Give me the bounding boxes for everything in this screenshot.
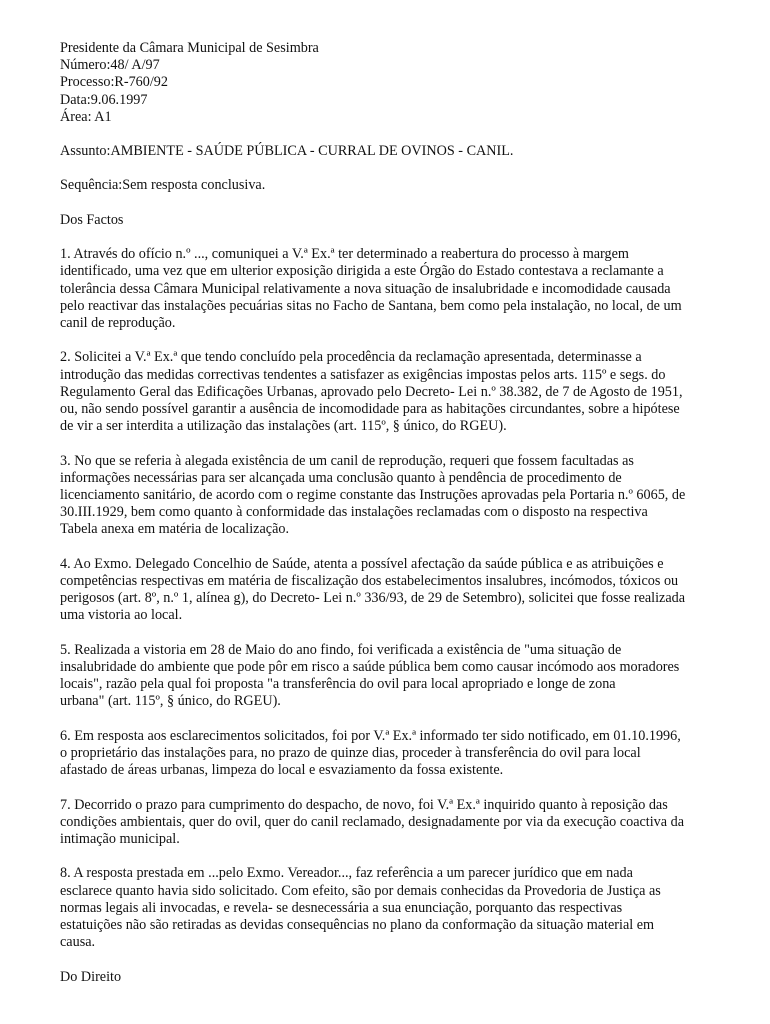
paragraph-7 xyxy=(60,797,728,849)
subject-line: Assunto:AMBIENTE - SAÚDE PÚBLICA - CURRAL DE OVINOS - CANIL. xyxy=(60,143,514,160)
paragraph-line: informações necessárias para ser alcançada uma conclusão quanto à pendência de procedimento de xyxy=(60,469,622,486)
addressee: Presidente da Câmara Municipal de Sesimbra xyxy=(60,40,319,56)
section-heading-facts: Dos Factos xyxy=(60,211,124,228)
paragraph-line: o proprietário das instalações para, no prazo de quinze dias, proceder à transferência do ovil para local xyxy=(60,745,641,761)
paragraph-line: tolerância dessa Câmara Municipal relativamente a nova situação de insalubridade e incomodidade causada xyxy=(60,280,671,297)
paragraph-line: uma vistoria ao local. xyxy=(60,607,183,624)
paragraph-line: 3. No que se referia à alegada existência de um canil de reprodução, requeri que fossem facultadas as xyxy=(60,452,634,469)
paragraph-line: 4. Ao Exmo. Delegado Concelhio de Saúde, atenta a possível afectação da saúde pública e as atribuições e xyxy=(60,555,664,572)
paragraph-line: afastado de áreas urbanas, limpeza do local e esvaziamento da fossa existente. xyxy=(60,762,504,779)
section-heading-law: Do Direito xyxy=(60,968,122,985)
paragraph-line: 30.III.1929, bem como quanto à conformidade das instalações reclamadas com o disposto na respectiva xyxy=(60,504,648,521)
paragraph-line: licenciamento sanitário, de acordo com o regime constante das Instruções aprovadas pela Portaria n.º 6065, de xyxy=(60,487,686,503)
paragraph-line: estatuições não são retiradas as devidas consequências no plano da conformação da situação material em xyxy=(60,917,655,933)
paragraph-line: 7. Decorrido o prazo para cumprimento do despacho, de novo, foi V.ª Ex.ª inquirido quanto à reposição das xyxy=(60,796,668,813)
process-number: Processo:R-760/92 xyxy=(60,74,168,91)
paragraph-line: 2. Solicitei a V.ª Ex.ª que tendo concluído pela procedência da reclamação apresentada, determinasse a xyxy=(60,349,642,366)
paragraph-line: competências respectivas em matéria de fiscalização dos estabelecimentos insalubres, incómodos, tóxicos ou xyxy=(60,573,679,589)
paragraph-line: insalubridade do ambiente que pode pôr em risco a saúde pública bem como causar incómodo aos moradores xyxy=(60,659,680,675)
paragraph-line: locais", razão pela qual foi proposta "a transferência do ovil para local apropriado e longe de zona xyxy=(60,676,616,693)
paragraph-2 xyxy=(60,349,728,435)
reference-number: Número:48/ A/97 xyxy=(60,57,160,74)
paragraph-line: urbana" (art. 115º, § único, do RGEU). xyxy=(60,693,281,710)
paragraph-1 xyxy=(60,246,728,332)
paragraph-line: esclarece quanto havia sido solicitado. Com efeito, são por demais conhecidas da Provedoria de Justiça as xyxy=(60,882,661,899)
paragraph-line: Tabela anexa em matéria de localização. xyxy=(60,521,290,538)
paragraph-line: 5. Realizada a vistoria em 28 de Maio do ano findo, foi verificada a existência de "uma situação de xyxy=(60,641,622,658)
letter-page xyxy=(60,40,728,1003)
paragraph-6 xyxy=(60,728,728,780)
paragraph-line: ou, não sendo possível garantir a ausência de incomodidade para as habitações circundantes, sobre a hipótese xyxy=(60,401,680,417)
paragraph-line: causa. xyxy=(60,934,96,951)
paragraph-line: perigosos (art. 8º, n.º 1, alínea g), do Decreto- Lei n.º 336/93, de 29 de Setembro), solicitei que fosse realizada xyxy=(60,590,686,607)
paragraph-line: normas legais ali invocadas, e revela- se desnecessária a sua enunciação, porquanto das respectivas xyxy=(60,899,623,916)
paragraph-4 xyxy=(60,556,728,625)
paragraph-line: Regulamento Geral das Edificações Urbanas, aprovado pelo Decreto- Lei n.º 38.382, de 7 de Agosto de 1951, xyxy=(60,383,683,400)
paragraph-3 xyxy=(60,453,728,539)
area-code: Área: A1 xyxy=(60,108,112,125)
paragraph-line: de vir a ser interdita a utilização das instalações (art. 115º, § único, do RGEU). xyxy=(60,418,507,435)
letter-header xyxy=(60,40,728,126)
paragraph-line: introdução das medidas correctivas tendentes a satisfazer as exigências impostas pelos arts. 115º e segs. do xyxy=(60,366,666,383)
paragraph-5 xyxy=(60,642,728,711)
paragraph-line: 1. Através do ofício n.º ..., comuniquei a V.ª Ex.ª ter determinado a reabertura do processo à margem xyxy=(60,246,629,263)
paragraph-line: 8. A resposta prestada em ...pelo Exmo. Vereador..., faz referência a um parecer jurídico que em nada xyxy=(60,865,633,882)
letter-date: Data:9.06.1997 xyxy=(60,91,148,108)
paragraph-line: 6. Em resposta aos esclarecimentos solicitados, foi por V.ª Ex.ª informado ter sido notificado, em 01.10.1996, xyxy=(60,727,681,744)
paragraph-8 xyxy=(60,865,728,951)
sequence-line: Sequência:Sem resposta conclusiva. xyxy=(60,177,266,194)
paragraph-line: condições ambientais, quer do ovil, quer do canil reclamado, designadamente por via da execução coactiva da xyxy=(60,813,684,830)
paragraph-line: identificado, uma vez que em ulterior exposição dirigida a este Órgão do Estado contestava a reclamante a xyxy=(60,263,664,280)
paragraph-line: intimação municipal. xyxy=(60,831,180,847)
paragraph-line: canil de reprodução. xyxy=(60,315,176,331)
paragraph-line: pelo reactivar das instalações pecuárias sitas no Facho de Santana, bem como pela instalação, no local, de um xyxy=(60,297,682,314)
